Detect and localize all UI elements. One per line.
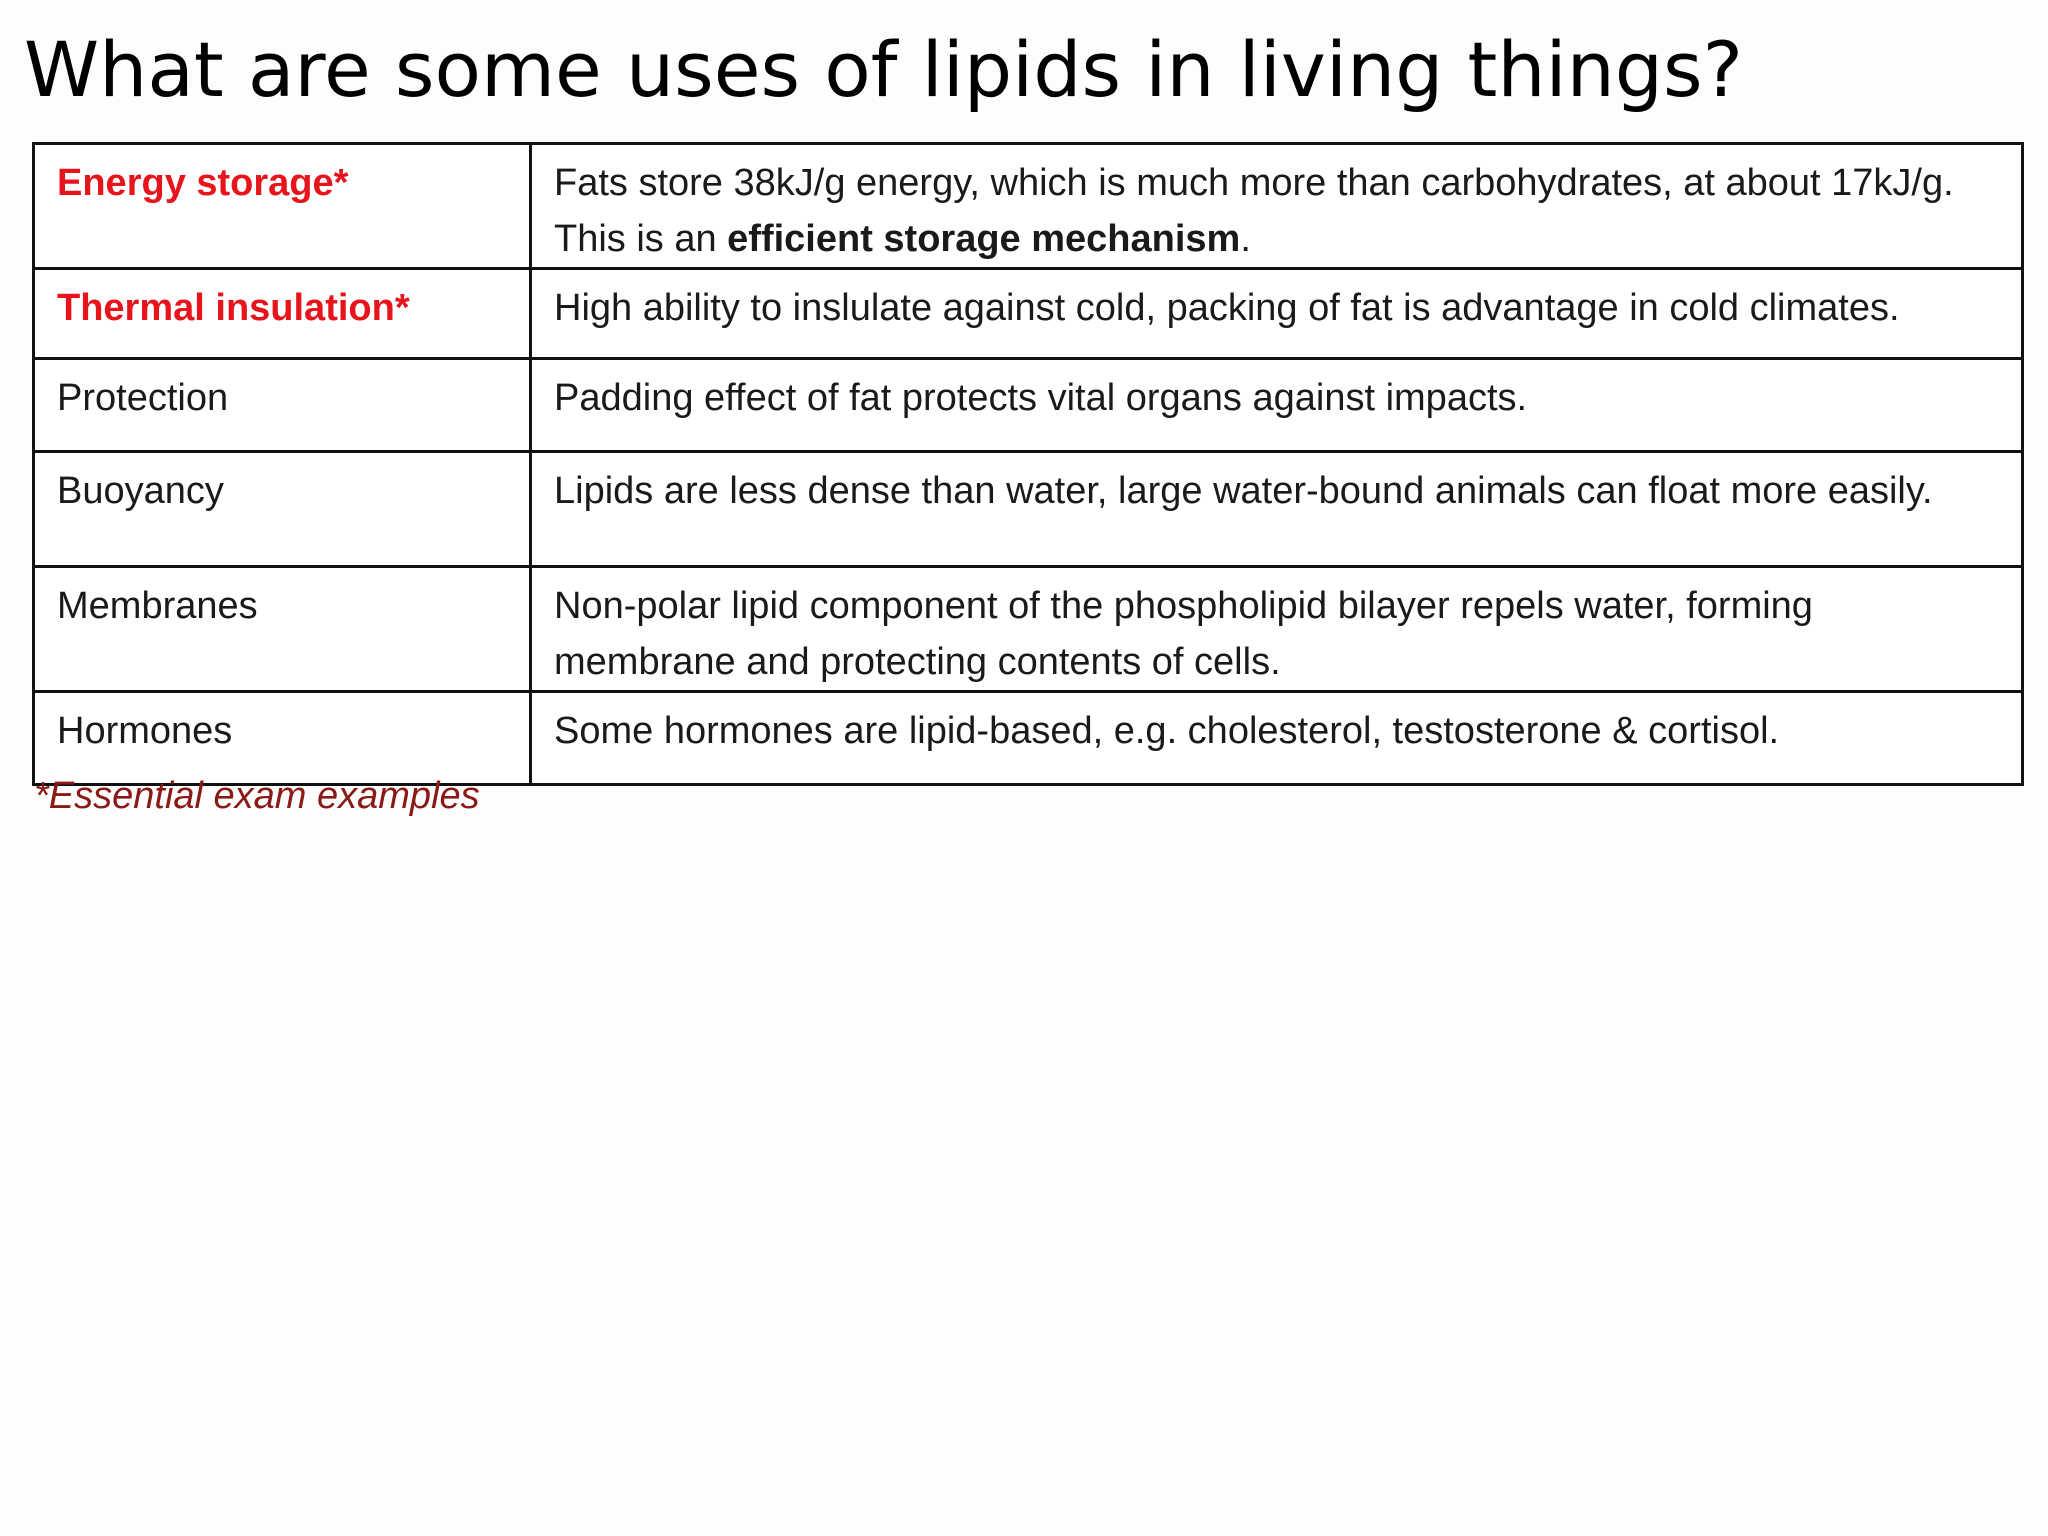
description-text: Non-polar lipid component of the phospholipid bilayer repels water, forming membrane and protecting contents of cells. [554,585,1813,683]
description-cell [531,567,2023,692]
description-text: Lipids are less dense than water, large water-bound animals can float more easily. [554,470,1933,512]
description-text: Fats store 38kJ/g energy, which is much more than carbohydrates, at about 17kJ/g. This is an [554,162,1954,260]
description-cell [531,144,2023,269]
table-row [34,269,2023,359]
slide-title: What are some uses of lipids in living things? [24,25,1743,114]
description-text: Padding effect of fat protects vital organs against impacts. [554,377,1528,419]
table-row [34,144,2023,269]
description-cell [531,692,2023,785]
use-cell: Membranes [34,567,531,692]
description-cell [531,269,2023,359]
table-row [34,359,2023,452]
table-row [34,567,2023,692]
use-cell: Buoyancy [34,452,531,567]
lipid-uses-table [32,142,2024,786]
use-cell: Hormones [34,692,531,785]
description-emphasis: efficient storage mechanism [727,218,1241,260]
table-row [34,452,2023,567]
use-cell: Energy storage* [34,144,531,269]
essential-footnote: *Essential exam examples [34,775,480,817]
description-text: High ability to inslulate against cold, packing of fat is advantage in cold climates. [554,287,1900,329]
use-cell: Thermal insulation* [34,269,531,359]
description-cell [531,359,2023,452]
use-cell: Protection [34,359,531,452]
description-text: Some hormones are lipid-based, e.g. cholesterol, testosterone & cortisol. [554,710,1780,752]
description-cell [531,452,2023,567]
description-text-end: . [1240,218,1251,260]
